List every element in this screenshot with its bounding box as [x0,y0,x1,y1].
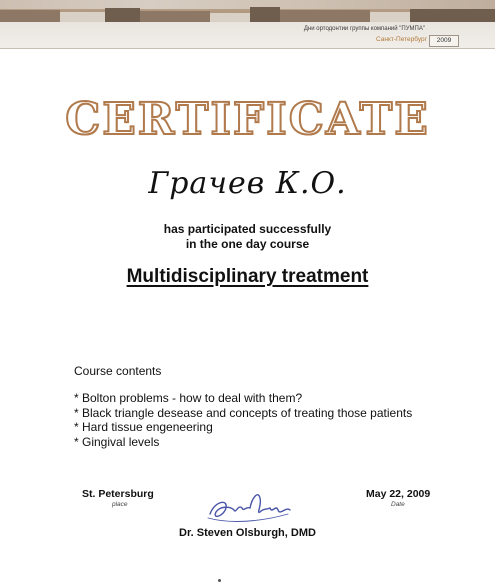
course-contents-item: * Black triangle desease and concepts of treating those patients [74,405,413,420]
course-contents-heading: Course contents [74,364,162,378]
place-caption: place [112,501,128,508]
certificate-title: CERTIFICATE [65,94,430,145]
header-caption-bar [0,22,495,49]
course-contents-item: * Gingival levels [74,434,160,449]
participation-line-2: in the one day course [185,237,310,251]
banner-building [105,8,140,22]
banner-sky [0,0,495,9]
date-caption: Date [391,501,405,508]
year-badge: 2009 [429,35,459,47]
banner-building [0,10,60,22]
signature-image [200,484,295,530]
course-contents-list [74,391,412,449]
banner-building [140,11,210,22]
course-contents-item: * Bolton problems - how to deal with them? [74,391,303,405]
banner-building [60,12,105,22]
course-contents-item: * Hard tissue engeneering [74,420,213,434]
banner-building [250,7,280,22]
participation-statement [0,222,495,252]
place-value: St. Petersburg [82,488,154,500]
banner-building [280,10,370,22]
banner-building [410,9,495,22]
date-value: May 22, 2009 [366,488,431,500]
banner-building [370,12,410,22]
banner-building [210,13,250,22]
course-title: Multidisciplinary treatment [126,266,369,287]
city-caption: Санкт-Петербург [376,36,427,43]
header-photo-banner [0,0,495,22]
bottom-dot [218,579,221,582]
recipient-name: Грачев К.О. [148,166,347,201]
signer-name: Dr. Steven Olsburgh, DMD [179,527,316,539]
participation-line-1: has participated successfully [163,222,332,236]
event-caption: Дни ортодонтии группы компаний "ПУМПА" [303,26,425,32]
